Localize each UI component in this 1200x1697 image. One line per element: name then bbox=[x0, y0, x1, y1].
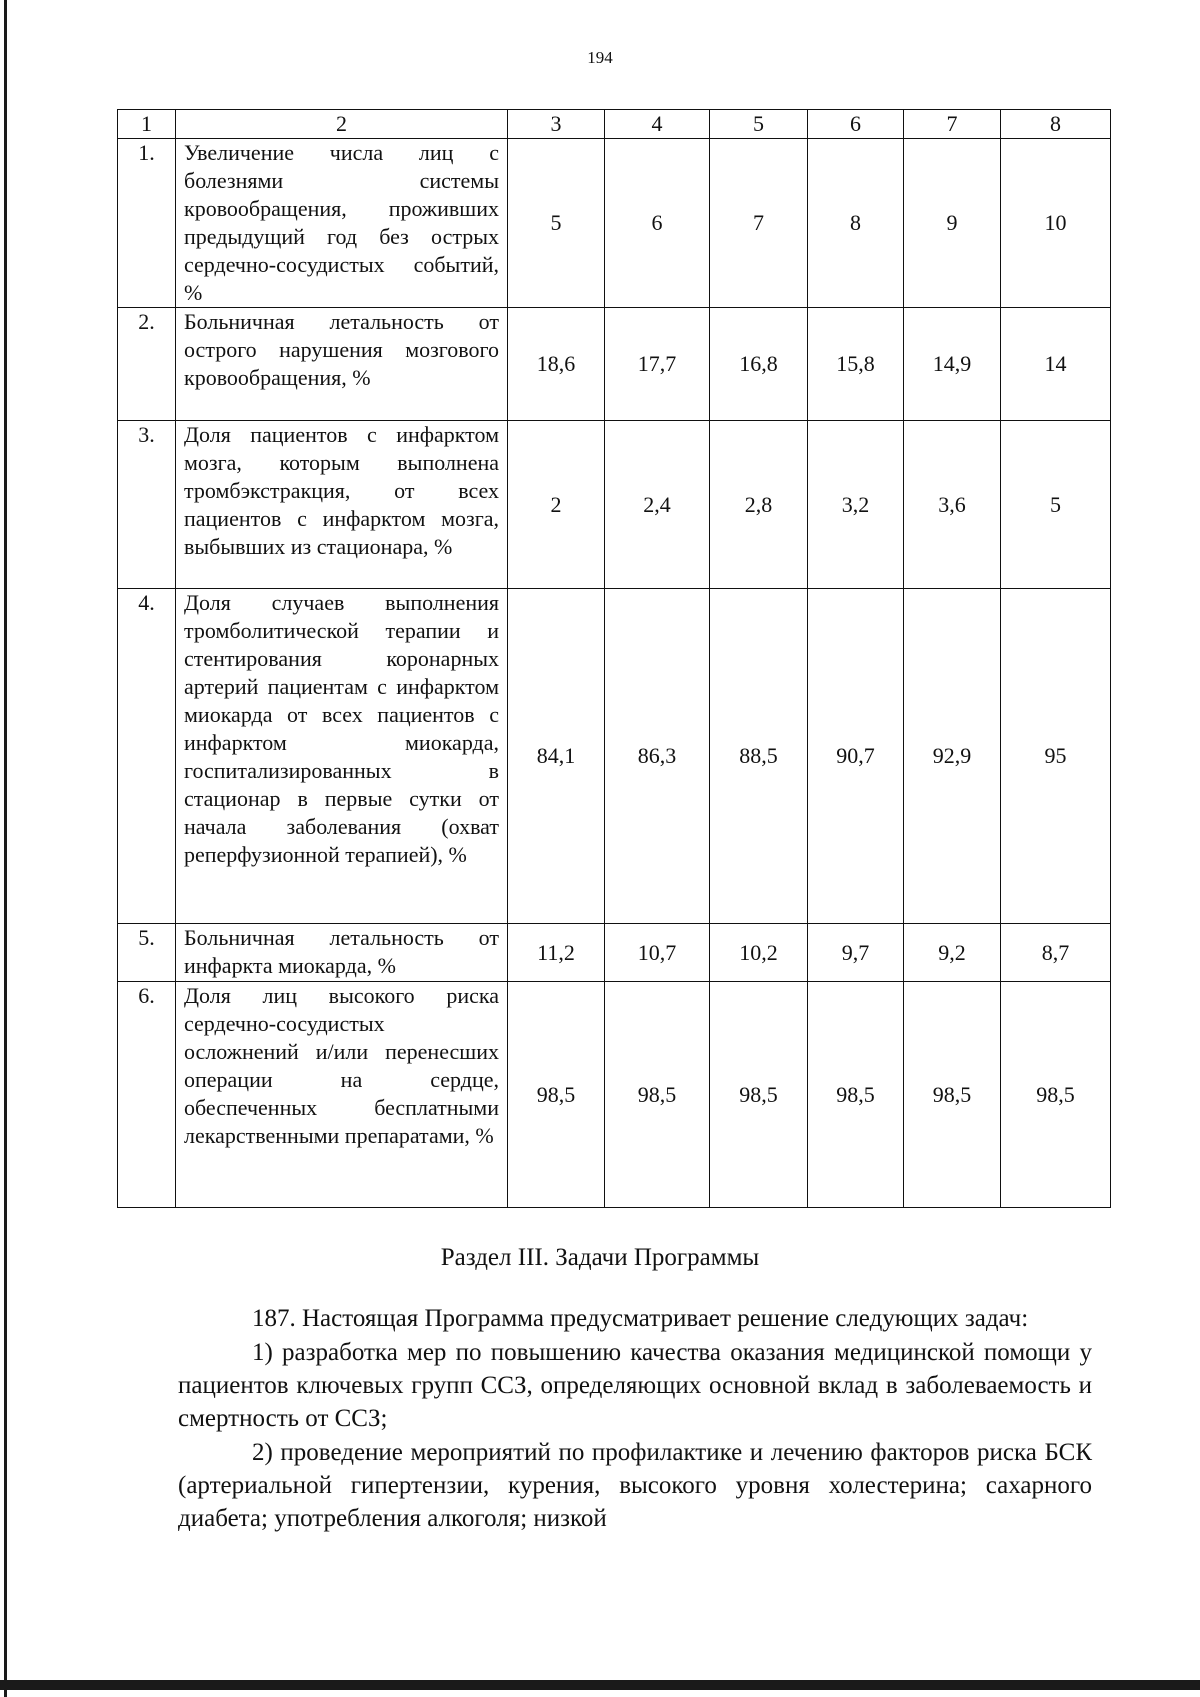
indicator-description: Увеличение числа лиц с болезнями системы кровообращения, проживших предыдущий год без острых сердечно-сосудистых событий, % bbox=[176, 139, 508, 308]
indicator-description: Доля случаев выполнения тромболитической терапии и стентирования коронарных артерий пациентам с инфарктом миокарда от всех пациентов с инфарктом миокарда, госпитализированных в стационар в первые сутки от начала заболевания (охват реперфузионной терапией), % bbox=[176, 589, 508, 924]
column-number-row bbox=[118, 110, 1111, 139]
indicator-value: 2 bbox=[508, 421, 605, 589]
row-number: 1. bbox=[118, 139, 176, 308]
indicators-table bbox=[117, 109, 1111, 1208]
indicator-value: 11,2 bbox=[508, 924, 605, 982]
indicator-value: 2,4 bbox=[605, 421, 710, 589]
indicator-value: 98,5 bbox=[508, 982, 605, 1208]
table-row bbox=[118, 924, 1111, 982]
indicator-value: 98,5 bbox=[904, 982, 1001, 1208]
row-number: 2. bbox=[118, 308, 176, 421]
indicator-value: 95 bbox=[1001, 589, 1111, 924]
table-row bbox=[118, 308, 1111, 421]
indicator-value: 90,7 bbox=[808, 589, 904, 924]
indicator-value: 84,1 bbox=[508, 589, 605, 924]
indicator-value: 14,9 bbox=[904, 308, 1001, 421]
indicator-value: 10,7 bbox=[605, 924, 710, 982]
indicator-value: 98,5 bbox=[710, 982, 808, 1208]
row-number: 3. bbox=[118, 421, 176, 589]
section-title: Раздел III. Задачи Программы bbox=[440, 1244, 760, 1271]
column-number: 1 bbox=[118, 110, 176, 139]
indicator-description: Доля лиц высокого риска сердечно-сосудистых осложнений и/или перенесших операции на сердце, обеспеченных бесплатными лекарственными препаратами, % bbox=[176, 982, 508, 1208]
indicator-description: Больничная летальность от острого нарушения мозгового кровообращения, % bbox=[176, 308, 508, 421]
scan-bottom-edge bbox=[0, 1680, 1200, 1690]
table-row bbox=[118, 139, 1111, 308]
indicator-value: 3,2 bbox=[808, 421, 904, 589]
indicator-value: 6 bbox=[605, 139, 710, 308]
indicator-value: 10,2 bbox=[710, 924, 808, 982]
indicator-value: 16,8 bbox=[710, 308, 808, 421]
indicator-value: 8 bbox=[808, 139, 904, 308]
paragraph: 187. Настоящая Программа предусматривает решение следующих задач: bbox=[252, 1305, 1029, 1332]
indicator-value: 15,8 bbox=[808, 308, 904, 421]
column-number: 5 bbox=[710, 110, 808, 139]
indicator-value: 5 bbox=[508, 139, 605, 308]
table-row bbox=[118, 982, 1111, 1208]
indicator-description: Больничная летальность от инфаркта миокарда, % bbox=[176, 924, 508, 982]
column-number: 3 bbox=[508, 110, 605, 139]
indicator-value: 8,7 bbox=[1001, 924, 1111, 982]
indicator-value: 17,7 bbox=[605, 308, 710, 421]
column-number: 6 bbox=[808, 110, 904, 139]
page-number: 194 bbox=[587, 48, 613, 67]
row-number: 6. bbox=[118, 982, 176, 1208]
indicator-value: 14 bbox=[1001, 308, 1111, 421]
indicator-value: 2,8 bbox=[710, 421, 808, 589]
indicator-value: 9,7 bbox=[808, 924, 904, 982]
indicator-value: 5 bbox=[1001, 421, 1111, 589]
indicator-value: 18,6 bbox=[508, 308, 605, 421]
indicator-description: Доля пациентов с инфарктом мозга, которым выполнена тромбэкстракция, от всех пациентов с инфарктом мозга, выбывших из стационара, % bbox=[176, 421, 508, 589]
indicator-value: 98,5 bbox=[1001, 982, 1111, 1208]
indicator-value: 98,5 bbox=[808, 982, 904, 1208]
scan-left-edge bbox=[4, 0, 7, 1697]
paragraph: 1) разработка мер по повышению качества оказания медицинской помощи у пациентов ключевых групп ССЗ, определяющих основной вклад в заболеваемость и смертность от ССЗ; bbox=[178, 1339, 1092, 1432]
column-number: 2 bbox=[176, 110, 508, 139]
row-number: 4. bbox=[118, 589, 176, 924]
indicator-value: 9 bbox=[904, 139, 1001, 308]
indicator-value: 92,9 bbox=[904, 589, 1001, 924]
indicator-value: 3,6 bbox=[904, 421, 1001, 589]
indicator-value: 86,3 bbox=[605, 589, 710, 924]
indicator-value: 10 bbox=[1001, 139, 1111, 308]
column-number: 7 bbox=[904, 110, 1001, 139]
column-number: 8 bbox=[1001, 110, 1111, 139]
indicator-value: 98,5 bbox=[605, 982, 710, 1208]
section-body bbox=[178, 1302, 1092, 1536]
column-number: 4 bbox=[605, 110, 710, 139]
table-row bbox=[118, 589, 1111, 924]
table-row bbox=[118, 421, 1111, 589]
indicator-value: 9,2 bbox=[904, 924, 1001, 982]
paragraph: 2) проведение мероприятий по профилактике и лечению факторов риска БСК (артериальной гипертензии, курения, высокого уровня холестерина; сахарного диабета; употребления алкоголя; низкой bbox=[178, 1439, 1092, 1532]
indicator-value: 88,5 bbox=[710, 589, 808, 924]
indicator-value: 7 bbox=[710, 139, 808, 308]
row-number: 5. bbox=[118, 924, 176, 982]
